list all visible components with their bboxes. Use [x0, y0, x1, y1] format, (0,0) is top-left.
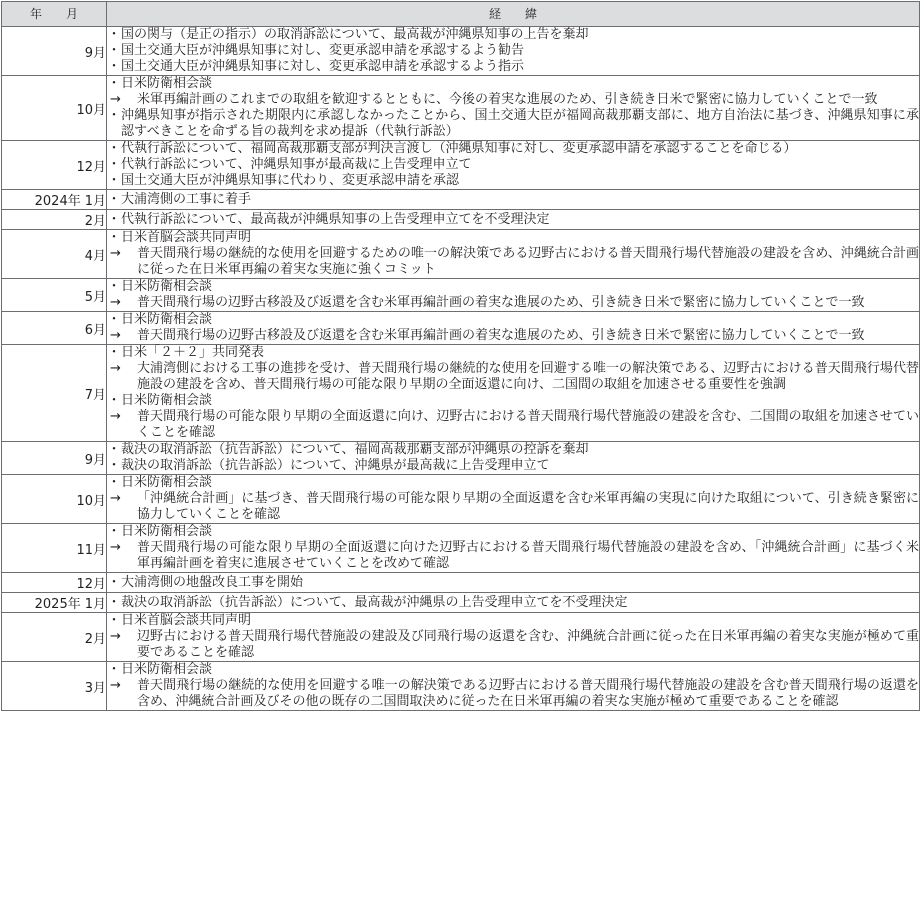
month-label: 10月: [76, 493, 106, 509]
date-cell: [2, 593, 107, 613]
events-cell: [107, 573, 920, 593]
bullet-marker: ・: [107, 191, 121, 207]
month-label: 1月: [84, 597, 106, 612]
events-cell: [107, 593, 920, 613]
month-label: 7月: [84, 387, 106, 403]
event-text: 普天間飛行場の継続的な使用を回避するための唯一の解決策である辺野古における普天間飛行場代替施設の建設を含め、沖縄統合計画に従った在日米軍再編の着実な実施に強くコミット: [137, 246, 919, 277]
date-cell: [2, 190, 107, 210]
events-cell: [107, 27, 920, 76]
date-label: [85, 46, 106, 61]
event-item: [107, 108, 919, 140]
bullet-marker: ・: [107, 173, 121, 188]
bullet-marker: ・: [107, 312, 121, 327]
event-item: [107, 141, 919, 157]
header-row: [2, 2, 920, 27]
table-row: [2, 613, 920, 662]
date-label: [85, 249, 106, 264]
bullet-marker: ・: [107, 279, 121, 294]
event-item: [107, 595, 919, 611]
event-text: 普天間飛行場の辺野古移設及び返還を含む米軍再編計画の着実な進展のため、引き続き日米で緊密に協力していくことで一致: [137, 328, 865, 343]
table-row: [2, 573, 920, 593]
arrow-marker: →: [110, 540, 121, 555]
event-text: 辺野古における普天間飛行場代替施設の建設及び同飛行場の返還を含む、沖縄統合計画に従った在日米軍再編の着実な実施が極めて重要であることを確認: [137, 629, 919, 660]
event-item: [107, 59, 919, 75]
bullet-marker: ・: [107, 613, 121, 628]
bullet-marker: ・: [107, 393, 121, 408]
bullet-marker: ・: [107, 442, 121, 457]
header-events: 経 緯: [107, 2, 920, 27]
event-text: 日米防衛相会談: [121, 393, 213, 408]
events-cell: [107, 475, 920, 524]
month-label: 10月: [76, 102, 106, 118]
header-date: 年 月: [2, 2, 107, 27]
event-text: 裁決の取消訴訟（抗告訴訟）について、沖縄県が最高裁に上告受理申立て: [121, 458, 550, 473]
date-label: [85, 388, 106, 403]
event-text: 国土交通大臣が沖縄県知事に対し、変更承認申請を承認するよう勧告: [121, 43, 525, 58]
date-cell: [2, 76, 107, 141]
date-label: [85, 323, 106, 338]
event-item: [107, 575, 919, 591]
event-text: 普天間飛行場の可能な限り早期の全面返還に向け、辺野古における普天間飛行場代替施設の建設を含む、二国間の取組を加速させていくことを確認: [137, 409, 919, 440]
event-text: 国土交通大臣が沖縄県知事に対し、変更承認申請を承認するよう指示: [121, 59, 525, 74]
event-text: 普天間飛行場の辺野古移設及び返還を含む米軍再編計画の着実な進展のため、引き続き日米で緊密に協力していくことで一致: [137, 295, 865, 310]
date-cell: [2, 524, 107, 573]
bullet-marker: ・: [107, 345, 121, 360]
event-detail: [107, 295, 919, 311]
bullet-marker: ・: [107, 108, 121, 123]
table-row: [2, 279, 920, 312]
event-text: 「沖縄統合計画」に基づき、普天間飛行場の可能な限り早期の全面返還を含む米軍再編の実現に向けた取組について、引き続き緊密に協力していくことを確認: [137, 491, 919, 522]
event-item: [107, 173, 919, 189]
bullet-marker: ・: [107, 211, 121, 227]
arrow-marker: →: [110, 295, 121, 310]
arrow-marker: →: [110, 361, 121, 376]
event-item: [107, 613, 919, 629]
date-label: [85, 632, 106, 647]
table-row: [2, 190, 920, 210]
event-item: [107, 312, 919, 328]
chronology-body: [2, 27, 920, 711]
arrow-marker: →: [110, 246, 121, 261]
event-text: 日米防衛相会談: [121, 524, 213, 539]
event-text: 大浦湾側における工事の進捗を受け、普天間飛行場の継続的な使用を回避する唯一の解決策である、辺野古における普天間飛行場代替施設の建設を含め、普天間飛行場の可能な限り早期の全面返還に向け、二国間の取組を加速させる重要性を強調: [137, 361, 919, 392]
year-label: 2024年: [34, 194, 81, 209]
date-cell: [2, 662, 107, 711]
events-cell: [107, 210, 920, 230]
table-row: [2, 312, 920, 345]
date-cell: [2, 345, 107, 442]
events-cell: [107, 141, 920, 190]
arrow-marker: →: [110, 678, 121, 693]
events-cell: [107, 190, 920, 210]
month-label: 11月: [76, 542, 106, 558]
bullet-marker: ・: [107, 574, 121, 590]
events-cell: [107, 312, 920, 345]
event-text: 沖縄県知事が指示された期限内に承認しなかったことから、国土交通大臣が福岡高裁那覇支部に、地方自治法に基づき、沖縄県知事に承認すべきことを命ずる旨の裁判を求め提訴（代執行訴訟）: [121, 108, 919, 139]
month-label: 9月: [84, 45, 106, 61]
event-item: [107, 458, 919, 474]
event-detail: [107, 629, 919, 661]
arrow-marker: →: [110, 328, 121, 343]
bullet-marker: ・: [107, 594, 121, 610]
month-label: 5月: [84, 289, 106, 305]
date-label: [85, 681, 106, 696]
events-cell: [107, 442, 920, 475]
event-item: [107, 279, 919, 295]
event-text: 普天間飛行場の継続的な使用を回避する唯一の解決策である辺野古における普天間飛行場代替施設の建設を含む普天間飛行場の返還を含め、沖縄統合計画及びその他の既存の二国間取決めに従った在日米軍再編の着実な実施が極めて重要であることを確認: [137, 678, 919, 709]
date-cell: [2, 573, 107, 593]
event-text: 大浦湾側の工事に着手: [121, 191, 252, 207]
events-cell: [107, 613, 920, 662]
arrow-marker: →: [110, 491, 121, 506]
event-text: 裁決の取消訴訟（抗告訴訟）について、最高裁が沖縄県の上告受理申立てを不受理決定: [121, 594, 628, 610]
bullet-marker: ・: [107, 662, 121, 677]
date-label: [76, 494, 106, 509]
event-detail: [107, 92, 919, 108]
arrow-marker: →: [110, 409, 121, 424]
event-text: 日米防衛相会談: [121, 76, 213, 91]
events-cell: [107, 76, 920, 141]
event-text: 裁決の取消訴訟（抗告訴訟）について、福岡高裁那覇支部が沖縄県の控訴を棄却: [121, 442, 589, 457]
event-item: [107, 192, 919, 208]
table-row: [2, 475, 920, 524]
event-item: [107, 212, 919, 228]
table-row: [2, 76, 920, 141]
bullet-marker: ・: [107, 458, 121, 473]
bullet-marker: ・: [107, 141, 121, 156]
chronology-table: [1, 1, 920, 711]
bullet-marker: ・: [107, 230, 121, 245]
date-label: [76, 543, 106, 558]
event-text: 日米防衛相会談: [121, 279, 213, 294]
date-cell: [2, 141, 107, 190]
table-row: [2, 524, 920, 573]
event-detail: [107, 540, 919, 572]
month-label: 12月: [76, 577, 106, 592]
table-row: [2, 230, 920, 279]
event-text: 代執行訴訟について、福岡高裁那覇支部が判決言渡し（沖縄県知事に対し、変更承認申請を承認することを命じる）: [121, 141, 797, 156]
month-label: 6月: [84, 322, 106, 338]
arrow-marker: →: [110, 92, 121, 107]
date-label: [76, 103, 106, 118]
event-item: [107, 393, 919, 409]
event-text: 米軍再編計画のこれまでの取組を歓迎するとともに、今後の着実な進展のため、引き続き日米で緊密に協力していくことで一致: [137, 92, 878, 107]
event-item: [107, 524, 919, 540]
event-item: [107, 345, 919, 361]
date-cell: [2, 27, 107, 76]
date-label: [85, 453, 106, 468]
table-row: [2, 345, 920, 442]
event-text: 普天間飛行場の可能な限り早期の全面返還に向けた辺野古における普天間飛行場代替施設の建設を含め、「沖縄統合計画」に基づく米軍再編計画を着実に進展させていくことを改めて確認: [137, 540, 919, 571]
event-text: 国土交通大臣が沖縄県知事に代わり、変更承認申請を承認: [121, 173, 460, 188]
event-item: [107, 27, 919, 43]
table-row: [2, 141, 920, 190]
event-detail: [107, 409, 919, 441]
date-cell: [2, 613, 107, 662]
arrow-marker: →: [110, 629, 121, 644]
event-text: 日米防衛相会談: [121, 475, 213, 490]
event-detail: [107, 491, 919, 523]
event-item: [107, 442, 919, 458]
month-label: 1月: [84, 194, 106, 209]
date-label: [35, 597, 106, 612]
date-label: [85, 214, 106, 229]
month-label: 9月: [84, 452, 106, 468]
date-label: [85, 290, 106, 305]
bullet-marker: ・: [107, 524, 121, 539]
table-row: [2, 27, 920, 76]
event-detail: [107, 328, 919, 344]
table-row: [2, 662, 920, 711]
events-cell: [107, 230, 920, 279]
date-cell: [2, 475, 107, 524]
date-cell: [2, 312, 107, 345]
event-item: [107, 662, 919, 678]
year-label: 2025年: [34, 597, 81, 612]
bullet-marker: ・: [107, 43, 121, 58]
bullet-marker: ・: [107, 76, 121, 91]
event-text: 日米防衛相会談: [121, 312, 213, 327]
month-label: 4月: [84, 248, 106, 264]
date-cell: [2, 279, 107, 312]
events-cell: [107, 345, 920, 442]
month-label: 12月: [76, 159, 106, 175]
date-label: [76, 160, 106, 175]
event-item: [107, 230, 919, 246]
event-text: 代執行訴訟について、最高裁が沖縄県知事の上告受理申立てを不受理決定: [121, 211, 550, 227]
date-cell: [2, 442, 107, 475]
bullet-marker: ・: [107, 157, 121, 172]
bullet-marker: ・: [107, 27, 121, 42]
event-item: [107, 475, 919, 491]
event-text: 日米防衛相会談: [121, 662, 213, 677]
event-text: 日米首脳会談共同声明: [121, 230, 252, 245]
table-row: [2, 210, 920, 230]
date-label: [76, 577, 106, 592]
table-row: [2, 593, 920, 613]
event-text: 日米首脳会談共同声明: [121, 613, 252, 628]
table-row: [2, 442, 920, 475]
date-label: [35, 194, 106, 209]
event-text: 代執行訴訟について、沖縄県知事が最高裁に上告受理申立て: [121, 157, 472, 172]
event-detail: [107, 246, 919, 278]
bullet-marker: ・: [107, 59, 121, 74]
event-text: 日米「２＋２」共同発表: [121, 345, 265, 360]
month-label: 3月: [84, 680, 106, 696]
event-item: [107, 76, 919, 92]
month-label: 2月: [84, 631, 106, 647]
events-cell: [107, 524, 920, 573]
bullet-marker: ・: [107, 475, 121, 490]
event-detail: [107, 678, 919, 710]
date-cell: [2, 230, 107, 279]
month-label: 2月: [84, 214, 106, 229]
event-text: 国の関与（是正の指示）の取消訴訟について、最高裁が沖縄県知事の上告を棄却: [121, 27, 589, 42]
events-cell: [107, 279, 920, 312]
event-item: [107, 157, 919, 173]
event-item: [107, 43, 919, 59]
event-text: 大浦湾側の地盤改良工事を開始: [121, 574, 304, 590]
date-cell: [2, 210, 107, 230]
event-detail: [107, 361, 919, 393]
events-cell: [107, 662, 920, 711]
